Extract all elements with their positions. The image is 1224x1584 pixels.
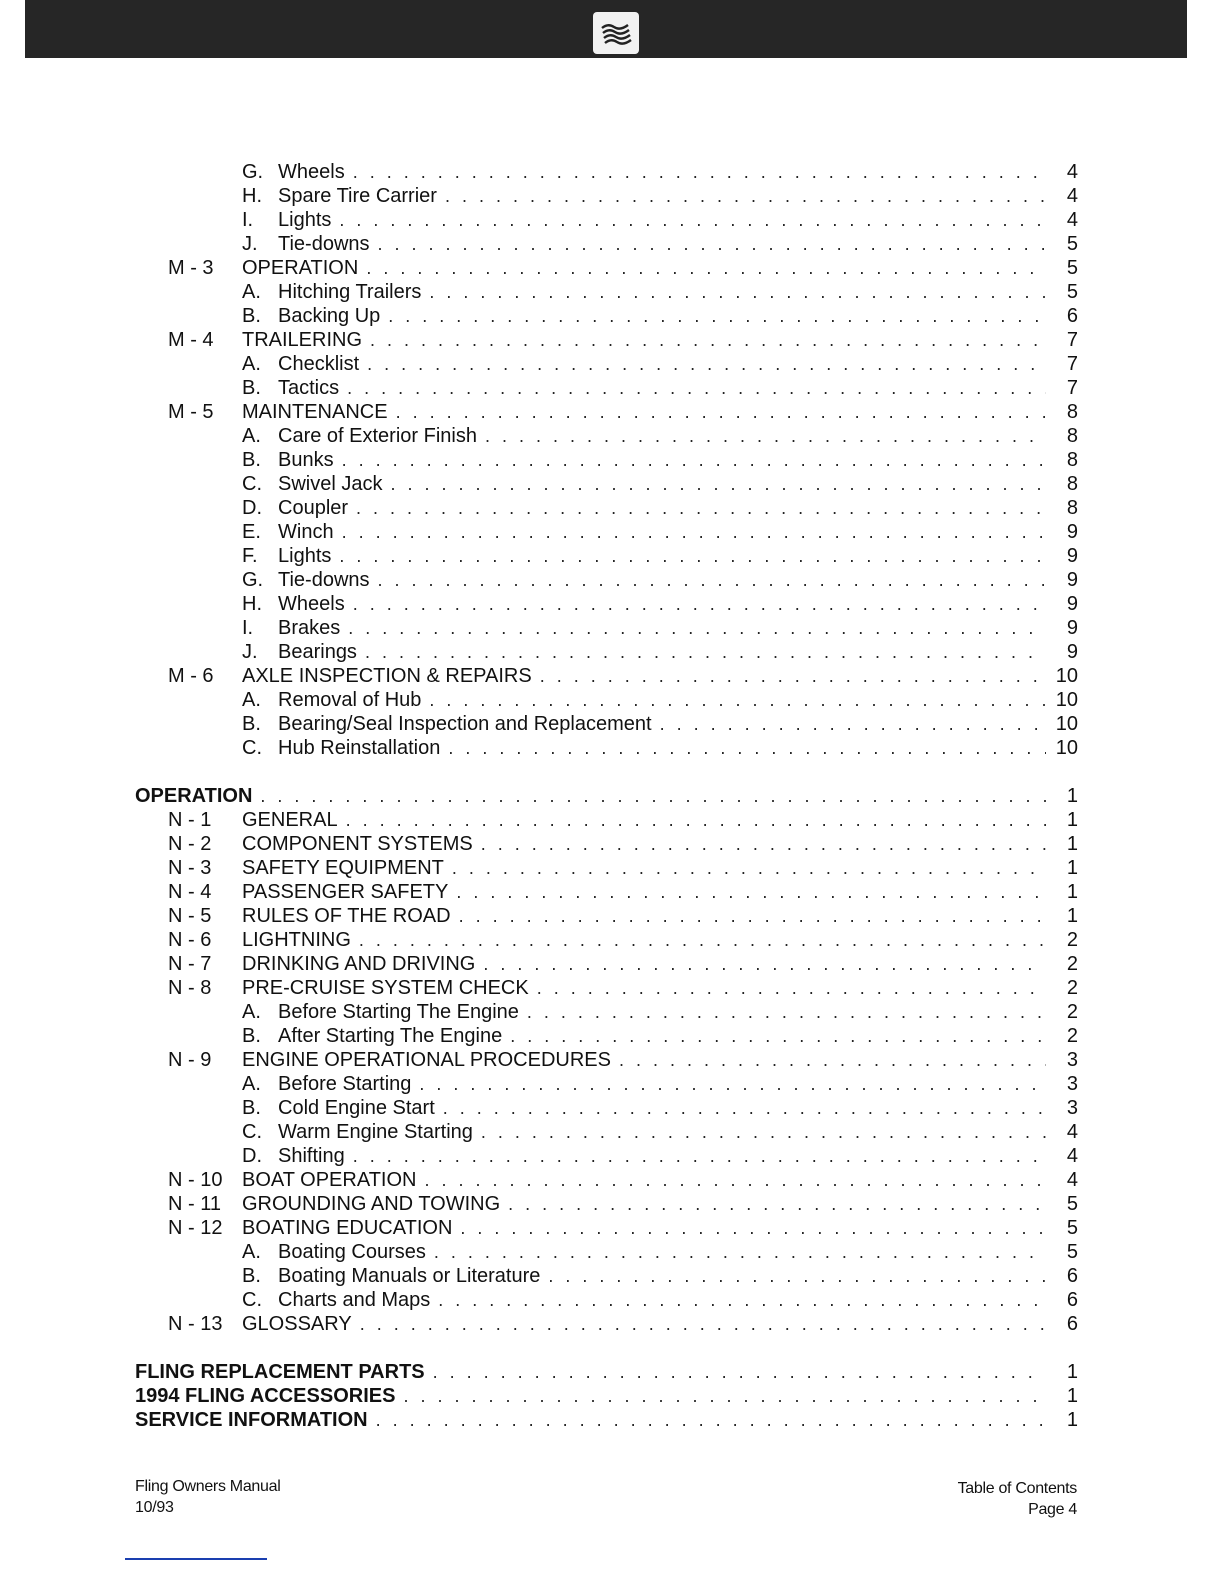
toc-entry[interactable] bbox=[0, 160, 1224, 184]
toc-entry-letter: A. bbox=[242, 1001, 261, 1023]
dot-leader bbox=[359, 928, 1046, 952]
toc-entry-title: Bearing/Seal Inspection and Replacement bbox=[278, 713, 652, 735]
toc-entry-title: SAFETY EQUIPMENT bbox=[242, 857, 444, 879]
toc-entry-page: 10 bbox=[1055, 689, 1078, 711]
toc-entry[interactable] bbox=[0, 1360, 1224, 1384]
toc-entry[interactable] bbox=[0, 640, 1224, 664]
dot-leader bbox=[540, 664, 1046, 688]
toc-entry-page: 4 bbox=[1066, 1121, 1078, 1143]
toc-entry-title: GENERAL bbox=[242, 809, 338, 831]
dot-leader bbox=[339, 544, 1046, 568]
toc-entry[interactable] bbox=[0, 424, 1224, 448]
toc-entry-page: 1 bbox=[1066, 1361, 1078, 1383]
toc-entry-number: N - 3 bbox=[168, 857, 212, 879]
toc-entry[interactable] bbox=[0, 448, 1224, 472]
toc-entry-page: 10 bbox=[1055, 713, 1078, 735]
toc-entry-page: 8 bbox=[1066, 449, 1078, 471]
toc-entry-page: 8 bbox=[1066, 473, 1078, 495]
toc-entry-title: Before Starting bbox=[278, 1073, 412, 1095]
toc-entry[interactable] bbox=[0, 208, 1224, 232]
toc-entry[interactable] bbox=[0, 1168, 1224, 1192]
toc-entry-page: 5 bbox=[1066, 257, 1078, 279]
toc-entry-letter: F. bbox=[242, 545, 258, 567]
fling-wave-logo-icon bbox=[593, 12, 639, 54]
dot-leader bbox=[429, 688, 1046, 712]
toc-entry-title: Tie-downs bbox=[278, 233, 370, 255]
toc-entry-title: After Starting The Engine bbox=[278, 1025, 503, 1047]
toc-entry[interactable] bbox=[0, 664, 1224, 688]
dot-leader bbox=[346, 808, 1046, 832]
toc-entry[interactable] bbox=[0, 472, 1224, 496]
dot-leader bbox=[438, 1288, 1046, 1312]
toc-entry-title: ENGINE OPERATIONAL PROCEDURES bbox=[242, 1049, 611, 1071]
toc-entry[interactable] bbox=[0, 400, 1224, 424]
toc-entry[interactable] bbox=[0, 1048, 1224, 1072]
dot-leader bbox=[360, 1312, 1046, 1336]
toc-entry[interactable] bbox=[0, 544, 1224, 568]
toc-entry-page: 9 bbox=[1066, 617, 1078, 639]
toc-entry-letter: I. bbox=[242, 617, 254, 639]
section-label: Table of Contents bbox=[957, 1480, 1077, 1497]
dot-leader bbox=[445, 184, 1046, 208]
toc-entry-letter: C. bbox=[242, 1289, 262, 1311]
toc-entry-letter: G. bbox=[242, 569, 264, 591]
toc-entry[interactable] bbox=[0, 832, 1224, 856]
toc-entry-title: SERVICE INFORMATION bbox=[135, 1409, 368, 1431]
toc-entry-letter: A. bbox=[242, 353, 261, 375]
dot-leader bbox=[356, 496, 1046, 520]
toc-entry-letter: A. bbox=[242, 689, 261, 711]
dot-leader bbox=[510, 1024, 1046, 1048]
toc-entry-page: 1 bbox=[1066, 857, 1078, 879]
toc-entry[interactable] bbox=[0, 1072, 1224, 1096]
manual-title: Fling Owners Manual bbox=[135, 1478, 281, 1495]
toc-entry-page: 2 bbox=[1066, 929, 1078, 951]
dot-leader bbox=[376, 1408, 1046, 1432]
toc-entry-page: 1 bbox=[1066, 1409, 1078, 1431]
toc-entry[interactable] bbox=[0, 568, 1224, 592]
toc-entry-title: OPERATION bbox=[135, 785, 253, 807]
toc-entry-letter: H. bbox=[242, 593, 262, 615]
toc-entry-page: 4 bbox=[1066, 185, 1078, 207]
toc-entry-title: Lights bbox=[278, 545, 332, 567]
toc-entry-title: FLING REPLACEMENT PARTS bbox=[135, 1361, 425, 1383]
toc-entry-page: 8 bbox=[1066, 497, 1078, 519]
dot-leader bbox=[403, 1384, 1046, 1408]
toc-entry-title: OPERATION bbox=[242, 257, 359, 279]
dot-leader bbox=[347, 376, 1046, 400]
toc-entry-page: 8 bbox=[1066, 425, 1078, 447]
dot-leader bbox=[342, 448, 1046, 472]
dot-leader bbox=[353, 592, 1046, 616]
toc-entry[interactable] bbox=[0, 376, 1224, 400]
toc-entry-title: RULES OF THE ROAD bbox=[242, 905, 451, 927]
dot-leader bbox=[419, 1072, 1046, 1096]
toc-entry-letter: A. bbox=[242, 281, 261, 303]
toc-entry-number: M - 4 bbox=[168, 329, 214, 351]
toc-entry[interactable] bbox=[0, 232, 1224, 256]
toc-entry[interactable] bbox=[0, 688, 1224, 712]
toc-entry-number: N - 13 bbox=[168, 1313, 223, 1335]
toc-entry-letter: E. bbox=[242, 521, 261, 543]
dot-leader bbox=[660, 712, 1046, 736]
toc-entry-page: 1 bbox=[1066, 1385, 1078, 1407]
dot-leader bbox=[434, 1240, 1046, 1264]
toc-entry-title: 1994 FLING ACCESSORIES bbox=[135, 1385, 396, 1407]
dot-leader bbox=[365, 640, 1046, 664]
dot-leader bbox=[378, 232, 1046, 256]
toc-entry-letter: D. bbox=[242, 1145, 262, 1167]
toc-entry-number: N - 6 bbox=[168, 929, 212, 951]
toc-entry-page: 2 bbox=[1066, 1025, 1078, 1047]
toc-entry-number: N - 2 bbox=[168, 833, 212, 855]
toc-entry-title: Wheels bbox=[278, 161, 345, 183]
toc-entry-page: 6 bbox=[1066, 305, 1078, 327]
toc-entry-letter: G. bbox=[242, 161, 264, 183]
toc-entry-title: Coupler bbox=[278, 497, 349, 519]
dot-leader bbox=[433, 1360, 1046, 1384]
dot-leader bbox=[342, 520, 1046, 544]
toc-entry-number: M - 3 bbox=[168, 257, 214, 279]
toc-entry[interactable] bbox=[0, 952, 1224, 976]
toc-entry-title: Brakes bbox=[278, 617, 341, 639]
toc-entry[interactable] bbox=[0, 904, 1224, 928]
dot-leader bbox=[390, 472, 1046, 496]
dot-leader bbox=[348, 616, 1046, 640]
toc-entry-number: N - 7 bbox=[168, 953, 212, 975]
toc-entry-title: Spare Tire Carrier bbox=[278, 185, 437, 207]
toc-entry-number: M - 6 bbox=[168, 665, 214, 687]
toc-entry-letter: B. bbox=[242, 713, 261, 735]
toc-entry-title: MAINTENANCE bbox=[242, 401, 388, 423]
dot-leader bbox=[367, 352, 1046, 376]
dot-leader bbox=[456, 880, 1046, 904]
toc-entry-page: 4 bbox=[1066, 161, 1078, 183]
toc-entry-page: 8 bbox=[1066, 401, 1078, 423]
dot-leader bbox=[527, 1000, 1046, 1024]
dot-leader bbox=[370, 328, 1046, 352]
toc-entry-page: 2 bbox=[1066, 1001, 1078, 1023]
toc-entry-page: 10 bbox=[1055, 737, 1078, 759]
dot-leader bbox=[548, 1264, 1046, 1288]
toc-entry-title: BOAT OPERATION bbox=[242, 1169, 417, 1191]
toc-entry-title: PASSENGER SAFETY bbox=[242, 881, 449, 903]
toc-entry-title: LIGHTNING bbox=[242, 929, 351, 951]
toc-entry-title: Swivel Jack bbox=[278, 473, 383, 495]
toc-entry-title: Before Starting The Engine bbox=[278, 1001, 519, 1023]
toc-entry[interactable] bbox=[0, 1000, 1224, 1024]
toc-entry-letter: C. bbox=[242, 1121, 262, 1143]
dot-leader bbox=[481, 1120, 1046, 1144]
toc-entry-title: Tactics bbox=[278, 377, 340, 399]
dot-leader bbox=[481, 832, 1046, 856]
toc-entry-letter: B. bbox=[242, 1097, 261, 1119]
toc-entry-title: PRE-CRUISE SYSTEM CHECK bbox=[242, 977, 529, 999]
footer-left bbox=[135, 1476, 280, 1518]
toc-entry-page: 2 bbox=[1066, 977, 1078, 999]
toc-entry-title: TRAILERING bbox=[242, 329, 363, 351]
dot-leader bbox=[508, 1192, 1046, 1216]
dot-leader bbox=[353, 1144, 1046, 1168]
dot-leader bbox=[378, 568, 1046, 592]
toc-entry[interactable] bbox=[0, 520, 1224, 544]
toc-entry-letter: B. bbox=[242, 1025, 261, 1047]
toc-entry[interactable] bbox=[0, 256, 1224, 280]
dot-leader bbox=[260, 784, 1046, 808]
dot-leader bbox=[424, 1168, 1046, 1192]
toc-entry-letter: B. bbox=[242, 377, 261, 399]
dot-leader bbox=[353, 160, 1046, 184]
toc-entry[interactable] bbox=[0, 184, 1224, 208]
toc-entry[interactable] bbox=[0, 616, 1224, 640]
dot-leader bbox=[396, 400, 1046, 424]
toc-entry-letter: J. bbox=[242, 233, 258, 255]
toc-entry-title: Bearings bbox=[278, 641, 357, 663]
toc-entry-title: Tie-downs bbox=[278, 569, 370, 591]
toc-entry[interactable] bbox=[0, 1024, 1224, 1048]
toc-entry-page: 4 bbox=[1066, 1169, 1078, 1191]
toc-entry-letter: C. bbox=[242, 473, 262, 495]
dot-leader bbox=[537, 976, 1046, 1000]
toc-entry-title: Winch bbox=[278, 521, 334, 543]
toc-entry-title: Wheels bbox=[278, 593, 345, 615]
toc-entry[interactable] bbox=[0, 1312, 1224, 1336]
toc-entry-page: 1 bbox=[1066, 833, 1078, 855]
toc-entry-title: Bunks bbox=[278, 449, 334, 471]
dot-leader bbox=[443, 1096, 1046, 1120]
toc-entry[interactable] bbox=[0, 1096, 1224, 1120]
toc-entry-number: N - 8 bbox=[168, 977, 212, 999]
toc-entry-title: Shifting bbox=[278, 1145, 345, 1167]
dot-leader bbox=[366, 256, 1046, 280]
toc-entry-letter: I. bbox=[242, 209, 254, 231]
toc-entry-title: Removal of Hub bbox=[278, 689, 422, 711]
toc-entry-page: 9 bbox=[1066, 641, 1078, 663]
toc-entry-title: Boating Courses bbox=[278, 1241, 426, 1263]
toc-entry-title: Care of Exterior Finish bbox=[278, 425, 477, 447]
dot-leader bbox=[485, 424, 1046, 448]
toc-entry-page: 5 bbox=[1066, 1193, 1078, 1215]
toc-entry[interactable] bbox=[0, 808, 1224, 832]
toc-entry[interactable] bbox=[0, 304, 1224, 328]
toc-entry[interactable] bbox=[0, 784, 1224, 808]
toc-entry-letter: B. bbox=[242, 305, 261, 327]
dot-leader bbox=[339, 208, 1046, 232]
toc-entry-page: 6 bbox=[1066, 1265, 1078, 1287]
toc-entry-page: 5 bbox=[1066, 233, 1078, 255]
toc-entry-number: N - 4 bbox=[168, 881, 212, 903]
toc-entry-number: N - 12 bbox=[168, 1217, 223, 1239]
toc-entry-letter: D. bbox=[242, 497, 262, 519]
dot-leader bbox=[452, 856, 1046, 880]
toc-entry-page: 6 bbox=[1066, 1313, 1078, 1335]
toc-entry-letter: C. bbox=[242, 737, 262, 759]
toc-entry-page: 9 bbox=[1066, 569, 1078, 591]
dot-leader bbox=[448, 736, 1046, 760]
dot-leader bbox=[619, 1048, 1046, 1072]
toc-entry[interactable] bbox=[0, 928, 1224, 952]
toc-entry-page: 1 bbox=[1066, 881, 1078, 903]
toc-entry[interactable] bbox=[0, 1120, 1224, 1144]
toc-entry-page: 9 bbox=[1066, 521, 1078, 543]
toc-entry[interactable] bbox=[0, 328, 1224, 352]
toc-entry-title: GLOSSARY bbox=[242, 1313, 352, 1335]
toc-entry-title: Hub Reinstallation bbox=[278, 737, 441, 759]
toc-entry-page: 7 bbox=[1066, 377, 1078, 399]
toc-entry-page: 1 bbox=[1066, 905, 1078, 927]
toc-entry-number: N - 11 bbox=[168, 1193, 221, 1215]
toc-entry-page: 1 bbox=[1066, 785, 1078, 807]
toc-entry-title: Cold Engine Start bbox=[278, 1097, 435, 1119]
dot-leader bbox=[460, 1216, 1046, 1240]
toc-entry[interactable] bbox=[0, 496, 1224, 520]
toc-entry-title: BOATING EDUCATION bbox=[242, 1217, 453, 1239]
toc-entry-page: 5 bbox=[1066, 281, 1078, 303]
toc-entry-page: 9 bbox=[1066, 593, 1078, 615]
toc-entry[interactable] bbox=[0, 1288, 1224, 1312]
toc-entry-title: Hitching Trailers bbox=[278, 281, 422, 303]
toc-entry-title: Boating Manuals or Literature bbox=[278, 1265, 541, 1287]
toc-entry-letter: B. bbox=[242, 449, 261, 471]
toc-entry-page: 4 bbox=[1066, 1145, 1078, 1167]
toc-entry-letter: A. bbox=[242, 1241, 261, 1263]
toc-entry[interactable] bbox=[0, 352, 1224, 376]
footer-right bbox=[958, 1478, 1077, 1520]
toc-entry-number: N - 9 bbox=[168, 1049, 212, 1071]
toc-entry[interactable] bbox=[0, 1144, 1224, 1168]
manual-date: 10/93 bbox=[135, 1499, 174, 1516]
toc-entry-page: 3 bbox=[1066, 1049, 1078, 1071]
toc-entry[interactable] bbox=[0, 280, 1224, 304]
toc-entry-letter: B. bbox=[242, 1265, 261, 1287]
toc-entry-title: Charts and Maps bbox=[278, 1289, 431, 1311]
toc-entry-number: N - 5 bbox=[168, 905, 212, 927]
toc-entry[interactable] bbox=[0, 1216, 1224, 1240]
toc-entry-page: 4 bbox=[1066, 209, 1078, 231]
toc-entry-page: 5 bbox=[1066, 1217, 1078, 1239]
toc-entry-number: N - 1 bbox=[168, 809, 212, 831]
toc-entry-page: 1 bbox=[1066, 809, 1078, 831]
toc-entry[interactable] bbox=[0, 592, 1224, 616]
toc-entry-title: GROUNDING AND TOWING bbox=[242, 1193, 501, 1215]
dot-leader bbox=[459, 904, 1046, 928]
toc-entry-letter: H. bbox=[242, 185, 262, 207]
toc-entry-title: DRINKING AND DRIVING bbox=[242, 953, 476, 975]
toc-entry-page: 7 bbox=[1066, 353, 1078, 375]
toc-entry-page: 10 bbox=[1055, 665, 1078, 687]
dot-leader bbox=[388, 304, 1046, 328]
toc-entry-title: Lights bbox=[278, 209, 332, 231]
toc-entry-title: Warm Engine Starting bbox=[278, 1121, 473, 1143]
toc-entry[interactable] bbox=[0, 1264, 1224, 1288]
toc-entry-page: 7 bbox=[1066, 329, 1078, 351]
toc-entry-page: 3 bbox=[1066, 1073, 1078, 1095]
toc-entry-title: Checklist bbox=[278, 353, 360, 375]
toc-entry-page: 5 bbox=[1066, 1241, 1078, 1263]
dot-leader bbox=[429, 280, 1046, 304]
toc-entry[interactable] bbox=[0, 880, 1224, 904]
toc-entry-page: 9 bbox=[1066, 545, 1078, 567]
toc-entry-number: N - 10 bbox=[168, 1169, 223, 1191]
bottom-rule bbox=[125, 1558, 267, 1560]
toc-entry-title: Backing Up bbox=[278, 305, 381, 327]
toc-entry[interactable] bbox=[0, 856, 1224, 880]
toc-entry[interactable] bbox=[0, 712, 1224, 736]
header-bar bbox=[25, 0, 1187, 58]
toc-entry-number: M - 5 bbox=[168, 401, 214, 423]
toc-entry-letter: A. bbox=[242, 1073, 261, 1095]
toc-entry[interactable] bbox=[0, 1240, 1224, 1264]
toc-entry[interactable] bbox=[0, 1408, 1224, 1432]
toc-entry-page: 3 bbox=[1066, 1097, 1078, 1119]
toc-entry[interactable] bbox=[0, 976, 1224, 1000]
toc-entry[interactable] bbox=[0, 736, 1224, 760]
toc-entry-letter: A. bbox=[242, 425, 261, 447]
toc-entry-title: AXLE INSPECTION & REPAIRS bbox=[242, 665, 532, 687]
toc-entry[interactable] bbox=[0, 1192, 1224, 1216]
toc-entry-title: COMPONENT SYSTEMS bbox=[242, 833, 473, 855]
toc-entry-page: 2 bbox=[1066, 953, 1078, 975]
toc-entry-letter: J. bbox=[242, 641, 258, 663]
page-number: Page 4 bbox=[1028, 1501, 1077, 1518]
toc-entry[interactable] bbox=[0, 1384, 1224, 1408]
toc-entry-page: 6 bbox=[1066, 1289, 1078, 1311]
dot-leader bbox=[483, 952, 1046, 976]
